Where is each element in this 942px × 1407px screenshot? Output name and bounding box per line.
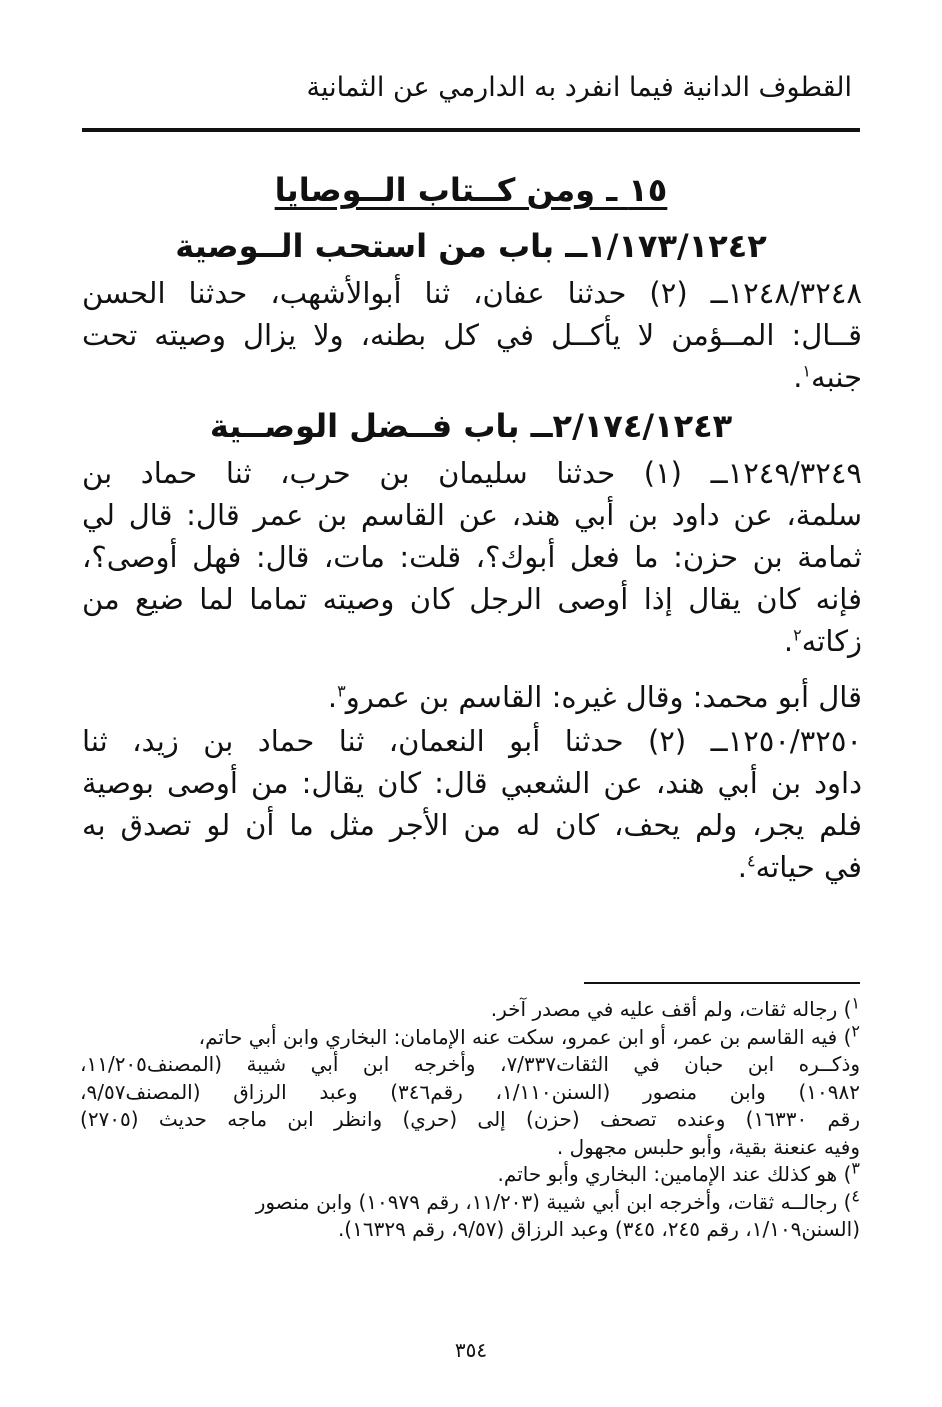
text-line: فلم يجر، ولم يحف، كان له من الأجر مثل ما أن لو تصدق به bbox=[82, 808, 862, 842]
text-line: قــال: المــؤمن لا يأكــل في كل بطنه، ولا يزال وصيته تحت bbox=[82, 318, 862, 352]
footnote-line bbox=[80, 1185, 860, 1217]
footnote-line: ١٠٩٨٢) وابن منصور (السنن١/١١٠، رقم٣٤٦) وعبد الرزاق (المصنف٩/٥٧، bbox=[80, 1079, 860, 1104]
text-line bbox=[82, 356, 862, 398]
text-line-end: قال أبو محمد: وقال غيره: القاسم بن عمرو bbox=[345, 680, 862, 714]
footnote-3 bbox=[80, 1158, 860, 1189]
text-line-end: في حياته bbox=[755, 850, 862, 884]
footnote-line: (السنن١/١٠٩، رقم ٢٤٥، ٣٤٥) وعبد الرزاق (٩/٥٧، رقم ١٦٣٢٩). bbox=[337, 1217, 860, 1241]
footnote-paren: ) bbox=[837, 1189, 852, 1214]
footnote-paren: ) bbox=[837, 997, 852, 1021]
footnote-1 bbox=[80, 993, 860, 1024]
footnote-line bbox=[80, 1020, 860, 1052]
footnote-4 bbox=[80, 1185, 860, 1244]
page-number: ٣٥٤ bbox=[454, 1338, 488, 1362]
footnote-rule bbox=[584, 982, 860, 984]
footnote-paren: ) bbox=[837, 1162, 852, 1186]
footnote-marker: ٢ bbox=[851, 1020, 860, 1040]
section-title-2: ٢/١٧٤/١٢٤٣ــ باب فــضل الوصــية bbox=[209, 407, 733, 445]
footnote-text: رجالــه ثقات، وأخرجه ابن أبي شيبة (١١/٢٠٣، رقم ١٠٩٧٩) وابن منصور bbox=[255, 1189, 838, 1214]
abu-muhammad-note bbox=[82, 676, 862, 718]
footnote-2 bbox=[80, 1020, 861, 1162]
chapter-title-text: ١٥ ـ ومن كــتاب الــوصايا bbox=[274, 171, 668, 209]
hadith-1250 bbox=[82, 720, 862, 888]
running-header: القطوف الدانية فيما انفرد به الدارمي عن الثمانية bbox=[306, 72, 852, 103]
header-rule bbox=[82, 128, 860, 132]
text-line: ١٢٥٠/٣٢٥٠ــ (٢) حدثنا أبو النعمان، ثنا حماد بن زيد، ثنا bbox=[82, 724, 863, 758]
footnote-ref-1[interactable]: ١ bbox=[802, 361, 812, 381]
footnote-line bbox=[80, 1158, 860, 1189]
footnote-line: رقم ١٦٣٣٠) وعنده تصحف (حزن) إلى (حري) وانظر ابن ماجه حديث (٢٧٠٥) bbox=[80, 1107, 860, 1131]
footnote-text: رجاله ثقات، ولم أقف عليه في مصدر آخر. bbox=[490, 997, 838, 1021]
footnote-ref-3[interactable]: ٣ bbox=[337, 681, 346, 701]
text-line: فإنه كان يقال إذا أوصى الرجل كان وصيته تماما لما ضيع من bbox=[82, 582, 862, 616]
chapter-title bbox=[82, 166, 860, 214]
text-line: داود بن أبي هند، عن الشعبي قال: كان يقال: من أوصى بوصية bbox=[82, 766, 862, 800]
footnote-line bbox=[80, 993, 860, 1024]
full-stop: . bbox=[737, 850, 748, 884]
text-line: ١٢٤٩/٣٢٤٩ــ (١) حدثنا سليمان بن حرب، ثنا حماد بن bbox=[82, 456, 863, 490]
text-line-end: جنبه bbox=[811, 360, 862, 394]
text-line: ثمامة بن حزن: ما فعل أبوك؟، قلت: مات، قال: فهل أوصى؟، bbox=[82, 540, 862, 574]
footnotes bbox=[80, 993, 861, 1244]
section-title-1: ١/١٧٣/١٢٤٢ــ باب من استحب الــوصية bbox=[175, 227, 767, 265]
text-line bbox=[82, 846, 862, 888]
footnote-ref-2[interactable]: ٢ bbox=[793, 625, 802, 645]
text-line: سلمة، عن داود بن أبي هند، عن القاسم بن عمر قال: قال لي bbox=[82, 498, 862, 532]
footnote-marker: ٤ bbox=[851, 1185, 860, 1205]
footnote-line: وفيه عنعنة بقية، وأبو حلبس مجهول . bbox=[556, 1134, 860, 1159]
text-line bbox=[82, 620, 862, 662]
full-stop: . bbox=[327, 680, 338, 714]
text-line bbox=[82, 676, 862, 718]
footnote-marker: ٣ bbox=[851, 1158, 860, 1178]
footnote-text: فيه القاسم بن عمر، أو ابن عمرو، سكت عنه الإمامان: البخاري وابن أبي حاتم، bbox=[198, 1024, 838, 1049]
hadith-1249 bbox=[82, 452, 862, 662]
text-line-end: زكاته bbox=[801, 624, 862, 658]
hadith-1248 bbox=[82, 272, 862, 398]
footnote-ref-4[interactable]: ٤ bbox=[747, 851, 756, 871]
full-stop: . bbox=[793, 360, 803, 394]
footnote-marker: ١ bbox=[851, 993, 860, 1013]
text-line: ١٢٤٨/٣٢٤٨ــ (٢) حدثنا عفان، ثنا أبوالأشهب، حدثنا الحسن bbox=[82, 276, 862, 310]
full-stop: . bbox=[783, 624, 794, 658]
footnote-text: هو كذلك عند الإمامين: البخاري وأبو حاتم. bbox=[497, 1162, 838, 1186]
footnote-line: وذكــره ابن حبان في الثقات٧/٣٣٧، وأخرجه ابن أبي شيبة (المصنف١١/٢٠٥، bbox=[80, 1052, 861, 1076]
footnote-paren: ) bbox=[837, 1024, 852, 1049]
